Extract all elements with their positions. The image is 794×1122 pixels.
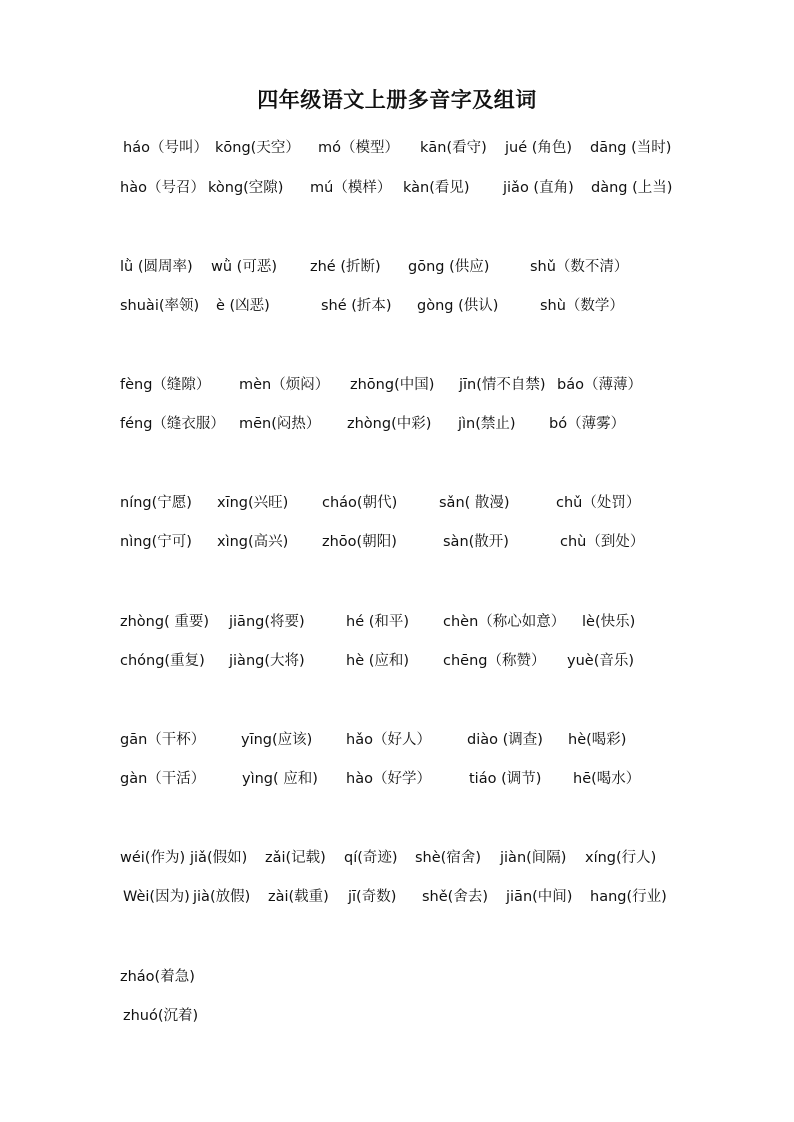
word-entry: sǎn( 散漫) [439, 495, 510, 511]
word-entry: lǜ (圆周率) [120, 259, 193, 275]
word-entry: kàn(看见) [403, 180, 470, 196]
word-entry: jià(放假) [193, 889, 251, 905]
word-entry: diào (调查) [467, 732, 543, 748]
word-line [0, 373, 794, 397]
word-entry: zhé (折断) [310, 259, 381, 275]
word-line [0, 610, 794, 634]
word-line [0, 885, 794, 909]
word-entry: kòng(空隙) [208, 180, 284, 196]
word-entry: xìng(高兴) [217, 534, 289, 550]
document-title: 四年级语文上册多音字及组词 [257, 87, 537, 112]
word-entry: jiǎo (直角) [503, 180, 574, 196]
word-entry: zhòng(中彩) [347, 416, 432, 432]
word-entry: shuài(率领) [120, 298, 200, 314]
word-entry: gàn（干活） [120, 771, 206, 787]
word-line [0, 491, 794, 515]
word-entry: tiáo (调节) [469, 771, 542, 787]
word-entry: yìng( 应和) [242, 771, 318, 787]
word-line [0, 728, 794, 752]
word-entry: chóng(重复) [120, 653, 205, 669]
word-entry: hé (和平) [346, 614, 410, 630]
word-entry: wǜ (可恶) [211, 259, 277, 275]
word-entry: hào（好学） [346, 771, 431, 787]
word-entry: jìn(禁止) [458, 416, 516, 432]
word-entry: Wèi(因为) [123, 889, 190, 905]
word-entry: bó（薄雾） [549, 416, 626, 432]
word-line [0, 294, 794, 318]
word-entry: chù（到处） [560, 534, 645, 550]
word-entry: xíng(行人) [585, 850, 657, 866]
word-entry: kān(看守) [420, 140, 487, 156]
word-line [0, 176, 794, 200]
word-entry: shé (折本) [321, 298, 392, 314]
word-line [0, 255, 794, 279]
word-entry: zhōng(中国) [350, 377, 435, 393]
word-line [0, 136, 794, 160]
word-entry: kōng(天空） [215, 140, 300, 156]
word-entry: jiàn(间隔) [500, 850, 567, 866]
word-entry: zháo(着急) [120, 969, 195, 985]
word-entry: qí(奇迹) [344, 850, 398, 866]
word-entry: shù（数学） [540, 298, 624, 314]
word-entry: shǔ（数不清） [530, 259, 629, 275]
word-entry: jué (角色) [505, 140, 573, 156]
word-entry: wéi(作为) [120, 850, 186, 866]
word-entry: gān（干杯） [120, 732, 206, 748]
word-entry: zhòng( 重要) [120, 614, 209, 630]
word-entry: yīng(应该) [241, 732, 313, 748]
word-entry: shě(舍去) [422, 889, 488, 905]
word-entry: zhōo(朝阳) [322, 534, 397, 550]
word-entry: zài(载重) [268, 889, 329, 905]
word-line [0, 965, 794, 989]
word-entry: jiān(中间) [506, 889, 573, 905]
word-entry: zǎi(记载) [265, 850, 326, 866]
word-entry: jiǎ(假如) [190, 850, 248, 866]
word-entry: cháo(朝代) [322, 495, 398, 511]
word-line [0, 767, 794, 791]
word-entry: fèng（缝隙） [120, 377, 211, 393]
word-line [0, 846, 794, 870]
word-entry: hē(喝水） [573, 771, 641, 787]
word-entry: chǔ（处罚） [556, 495, 641, 511]
word-line [0, 1004, 794, 1028]
word-entry: háo（号叫） [123, 140, 208, 156]
word-entry: chēng（称赞） [443, 653, 546, 669]
word-entry: dàng (上当) [591, 180, 673, 196]
word-entry: zhuó(沉着) [123, 1008, 199, 1024]
word-entry: lè(快乐) [582, 614, 636, 630]
word-entry: shè(宿舍) [415, 850, 481, 866]
word-entry: níng(宁愿) [120, 495, 192, 511]
word-entry: hè (应和) [346, 653, 410, 669]
word-entry: yuè(音乐) [567, 653, 635, 669]
word-entry: hǎo（好人） [346, 732, 431, 748]
word-entry: nìng(宁可) [120, 534, 192, 550]
word-entry: mēn(闷热） [239, 416, 321, 432]
word-entry: jīn(情不自禁) [459, 377, 546, 393]
word-entry: mú（模样） [310, 180, 392, 196]
word-entry: hào（号召） [120, 180, 205, 196]
word-line [0, 649, 794, 673]
word-line [0, 412, 794, 436]
word-entry: è (凶恶) [216, 298, 270, 314]
word-entry: sàn(散开) [443, 534, 509, 550]
word-entry: báo（薄薄） [557, 377, 642, 393]
word-entry: dāng (当时) [590, 140, 672, 156]
word-line [0, 530, 794, 554]
word-entry: jiāng(将要) [229, 614, 305, 630]
word-entry: mó（模型） [318, 140, 399, 156]
word-entry: gòng (供认) [417, 298, 499, 314]
word-entry: jiàng(大将) [229, 653, 305, 669]
word-entry: hang(行业) [590, 889, 667, 905]
word-entry: jī(奇数) [348, 889, 397, 905]
word-entry: gōng (供应) [408, 259, 490, 275]
word-entry: mèn（烦闷） [239, 377, 330, 393]
word-entry: féng（缝衣服） [120, 416, 225, 432]
word-entry: hè(喝彩) [568, 732, 627, 748]
word-entry: chèn（称心如意） [443, 614, 566, 630]
word-entry: xīng(兴旺) [217, 495, 289, 511]
